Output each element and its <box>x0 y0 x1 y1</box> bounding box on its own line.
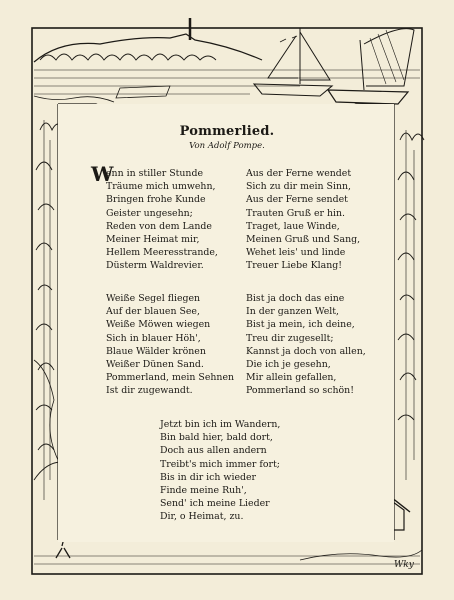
verse-line: Meiner Heimat mir, <box>106 233 200 245</box>
drop-capital: W <box>91 162 114 186</box>
verse-line: Reden von dem Lande <box>106 220 212 232</box>
verse-line: Pommerland, mein Sehnen <box>106 372 235 384</box>
stanza-2-right <box>246 292 366 398</box>
verse-line: Treibt's mich immer fort; <box>160 458 280 470</box>
poem-title: Pommerlied. <box>179 124 275 139</box>
verse-line: Jetzt bin ich im Wandern, <box>160 419 281 430</box>
verse-line: Auf der blauen See, <box>106 306 200 318</box>
verse-line: Sich in blauer Höh', <box>106 332 201 344</box>
poem-author: Von Adolf Pompe. <box>189 141 265 151</box>
verse-line: Weiße Möwen wiegen <box>106 319 211 331</box>
verse-line: Dir, o Heimat, zu. <box>160 511 244 523</box>
verse-line: Düsterm Waldrevier. <box>106 260 204 272</box>
verse-line: Finde meine Ruh', <box>160 484 247 496</box>
verse-line: Doch aus allen andern <box>160 445 267 457</box>
verse-line: Aus der Ferne wendet <box>246 168 352 179</box>
verse-line: In der ganzen Welt, <box>246 306 340 318</box>
verse-line: Bist ja mein, ich deine, <box>246 319 355 331</box>
verse-line: Mir allein gefallen, <box>246 372 337 384</box>
verse-line: Weiße Segel fliegen <box>106 293 201 304</box>
verse-line: Treuer Liebe Klang! <box>246 260 343 272</box>
verse-line: Wehet leis' und linde <box>246 247 346 259</box>
verse-line: Pommerland so schön! <box>246 385 354 397</box>
verse-line: Traget, laue Winde, <box>246 220 340 232</box>
verse-line: Bist ja doch das eine <box>246 293 345 304</box>
illustrator-signature <box>392 556 422 570</box>
verse-line: Die ich je gesehn, <box>246 358 331 370</box>
verse-line: Send' ich meine Lieder <box>160 498 270 510</box>
stanza-1-right <box>246 167 360 273</box>
verse-line: Blaue Wälder krönen <box>106 345 206 357</box>
verse-line: Bringen frohe Kunde <box>106 194 206 206</box>
verse-line: Aus der Ferne sendet <box>246 194 348 206</box>
stanza-2-left <box>106 292 234 398</box>
verse-line: enn in stiller Stunde <box>106 168 204 179</box>
verse-line: Bin bald hier, bald dort, <box>160 432 273 444</box>
signature-text: Wky <box>394 560 414 570</box>
verse-line: Meinen Gruß und Sang, <box>246 233 361 245</box>
top-seascape-scene <box>34 18 420 104</box>
stanza-3 <box>160 418 280 524</box>
verse-line: Geister ungesehn; <box>106 207 193 219</box>
verse-line: Treu dir zugesellt; <box>246 332 334 344</box>
verse-line: Ist dir zugewandt. <box>106 385 193 397</box>
verse-line: Bis in dir ich wieder <box>160 471 257 483</box>
verse-line: Hellem Meeresstrande, <box>106 247 218 259</box>
verse-line: Träume mich umwehn, <box>106 181 216 193</box>
right-forest-border <box>394 104 424 540</box>
verse-line: Trauten Gruß er hin. <box>246 207 346 219</box>
verse-line: Weißer Dünen Sand. <box>106 358 204 370</box>
verse-line: Kannst ja doch von allen, <box>246 345 366 357</box>
stanza-1-left <box>106 167 218 273</box>
verse-line: Sich zu dir mein Sinn, <box>246 181 352 193</box>
